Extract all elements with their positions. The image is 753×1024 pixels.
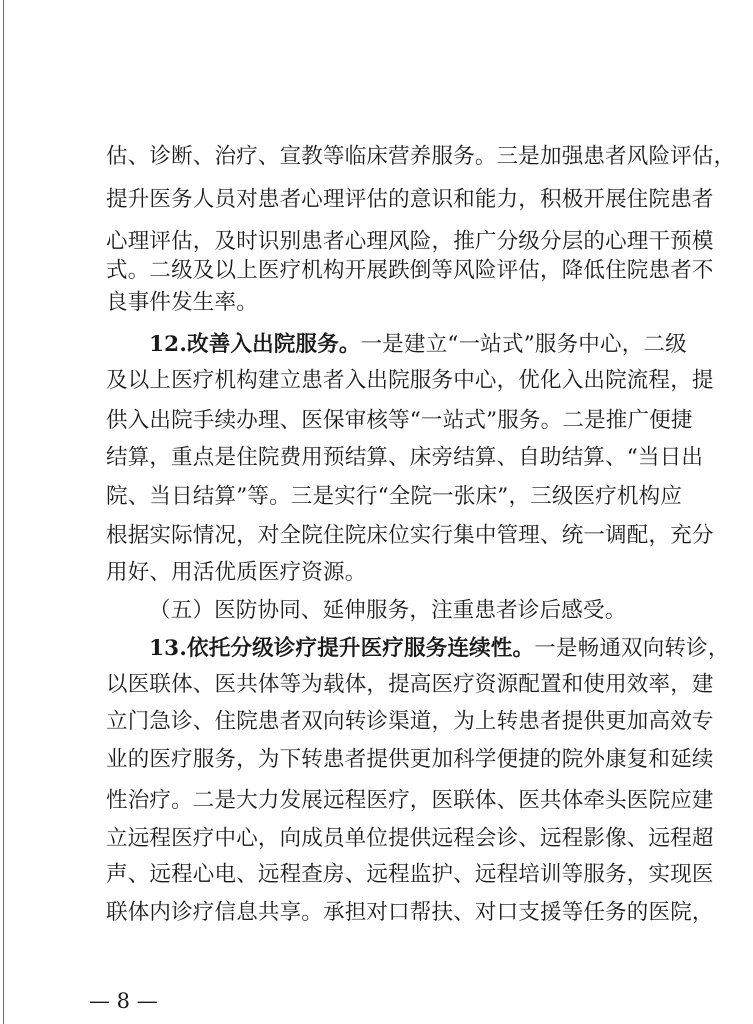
text-line: 结算，重点是住院费用预结算、床旁结算、自助结算、“当日出 — [106, 445, 704, 470]
text-line: 业的医疗服务，为下转患者提供更加科学便捷的院外康复和延续 — [106, 747, 714, 772]
text-line: 根据实际情况，对全院住院床位实行集中管理、统一调配，充分 — [106, 523, 714, 548]
text-line: 及以上医疗机构建立患者入出院服务中心，优化入出院流程，提 — [106, 368, 714, 393]
item-13-first-line-text: 一是畅通双向转诊， — [534, 636, 730, 661]
item-13-heading: 13.依托分级诊疗提升医疗服务连续性。 — [149, 636, 535, 661]
text-line: 联体内诊疗信息共享。承担对口帮扶、对口支援等任务的医院， — [106, 900, 714, 925]
page-edge — [3, 0, 4, 1024]
text-line: 立门急诊、住院患者双向转诊渠道，为上转患者提供更加高效专 — [106, 709, 714, 734]
text-line: 提升医务人员对患者心理评估的意识和能力，积极开展住院患者 — [106, 187, 714, 212]
text-line: 良事件发生率。 — [106, 290, 258, 315]
text-line: 性治疗。二是大力发展远程医疗，医联体、医共体牵头医院应建 — [106, 788, 714, 813]
text-line: 院、当日结算”等。三是实行“全院一张床”，三级医疗机构应 — [106, 484, 683, 509]
text-line: 立远程医疗中心，向成员单位提供远程会诊、远程影像、远程超 — [106, 826, 714, 851]
item-12-first-line-text: 一是建立“一站式”服务中心，二级 — [360, 332, 687, 357]
page-number: — 8 — — [89, 989, 158, 1013]
text-line: 估、诊断、治疗、宣教等临床营养服务。三是加强患者风险评估， — [106, 144, 736, 169]
text-line: 声、远程心电、远程查房、远程监护、远程培训等服务，实现医 — [106, 862, 714, 887]
text-line: 以医联体、医共体等为载体，提高医疗资源配置和使用效率，建 — [106, 672, 714, 697]
text-line: 心理评估，及时识别患者心理风险，推广分级分层的心理干预模 — [106, 229, 714, 254]
section-subheading: （五）医防协同、延伸服务，注重患者诊后感受。 — [149, 598, 627, 623]
text-line: 式。二级及以上医疗机构开展跌倒等风险评估，降低住院患者不 — [106, 258, 714, 283]
text-line: 供入出院手续办理、医保审核等“一站式”服务。二是推广便捷 — [106, 408, 693, 433]
item-13-first-line — [149, 634, 730, 664]
text-line: 用好、用活优质医疗资源。 — [106, 560, 367, 585]
item-12-first-line — [149, 330, 687, 360]
item-12-heading: 12.改善入出院服务。 — [149, 332, 361, 357]
